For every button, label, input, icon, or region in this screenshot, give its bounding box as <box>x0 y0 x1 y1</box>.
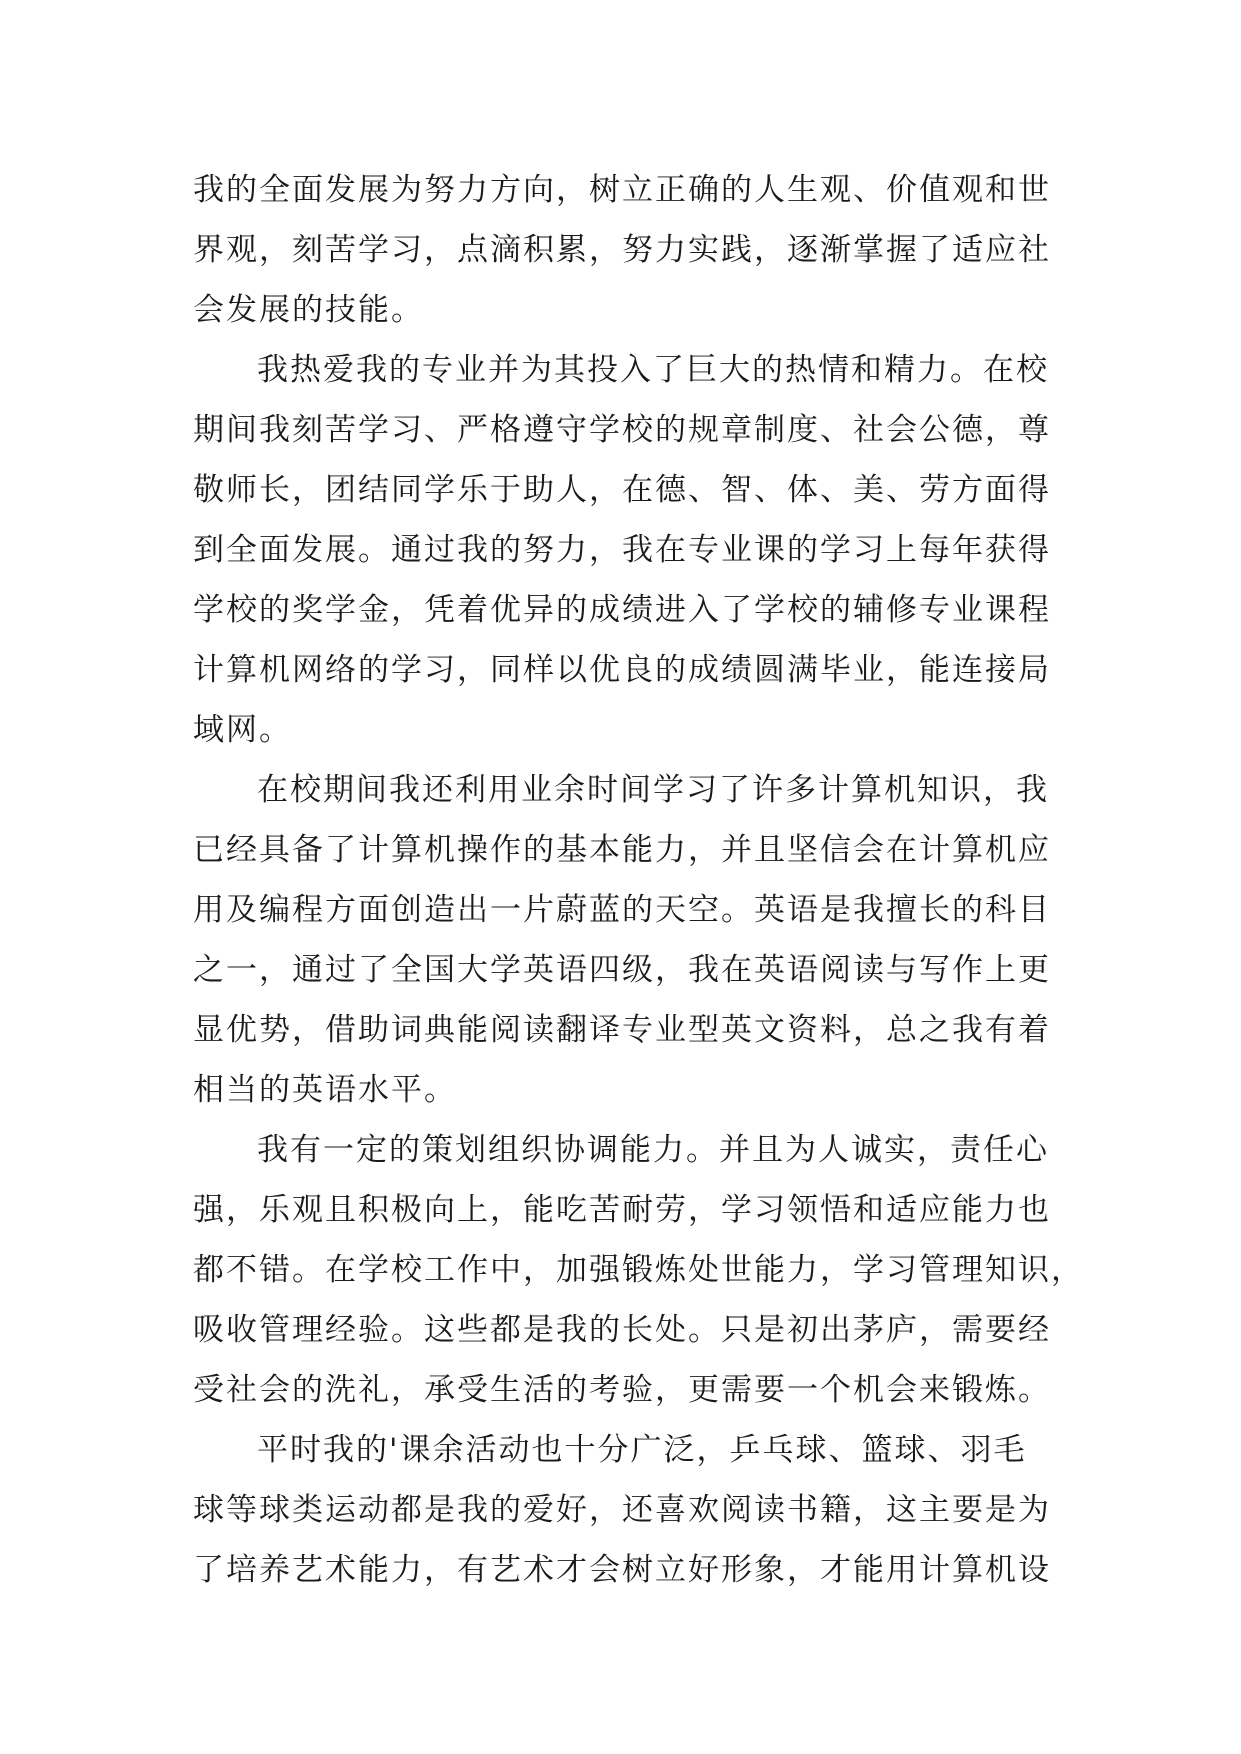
text-line: 已经具备了计算机操作的基本能力，并且坚信会在计算机应 <box>193 832 1051 868</box>
text-line: 相当的英语水平。 <box>193 1072 457 1108</box>
text-line: 我有一定的策划组织协调能力。并且为人诚实，责任心 <box>257 1132 1049 1168</box>
text-line: 了培养艺术能力，有艺术才会树立好形象，才能用计算机设 <box>193 1552 1051 1588</box>
text-line: 都不错。在学校工作中，加强锻炼处世能力，学习管理知识， <box>193 1252 1084 1288</box>
text-line: 用及编程方面创造出一片蔚蓝的天空。英语是我擅长的科目 <box>193 892 1051 928</box>
text-line: 域网。 <box>193 712 292 748</box>
text-line: 期间我刻苦学习、严格遵守学校的规章制度、社会公德，尊 <box>193 412 1051 448</box>
paragraph-3 <box>193 760 1053 1120</box>
text-line: 受社会的洗礼，承受生活的考验，更需要一个机会来锻炼。 <box>193 1372 1051 1408</box>
text-line: 在校期间我还利用业余时间学习了许多计算机知识，我 <box>257 772 1049 808</box>
document-body <box>193 160 1084 1600</box>
text-line: 我的全面发展为努力方向，树立正确的人生观、价值观和世 <box>193 172 1051 208</box>
paragraph-1 <box>193 160 1053 340</box>
text-line: 敬师长，团结同学乐于助人，在德、智、体、美、劳方面得 <box>193 472 1051 508</box>
text-line: 学校的奖学金，凭着优异的成绩进入了学校的辅修专业课程 <box>193 592 1051 628</box>
text-line: 我热爱我的专业并为其投入了巨大的热情和精力。在校 <box>257 352 1049 388</box>
text-line: 到全面发展。通过我的努力，我在专业课的学习上每年获得 <box>193 532 1051 568</box>
paragraph-2 <box>193 340 1053 760</box>
text-line: 计算机网络的学习，同样以优良的成绩圆满毕业，能连接局 <box>193 652 1051 688</box>
text-line: 平时我的'课余活动也十分广泛，乒乓球、篮球、羽毛 <box>257 1432 1027 1468</box>
text-line: 显优势，借助词典能阅读翻译专业型英文资料，总之我有着 <box>193 1012 1051 1048</box>
paragraph-5 <box>193 1420 1053 1600</box>
text-line: 之一，通过了全国大学英语四级，我在英语阅读与写作上更 <box>193 952 1051 988</box>
text-line: 吸收管理经验。这些都是我的长处。只是初出茅庐，需要经 <box>193 1312 1051 1348</box>
text-line: 球等球类运动都是我的爱好，还喜欢阅读书籍，这主要是为 <box>193 1492 1051 1528</box>
text-line: 强，乐观且积极向上，能吃苦耐劳，学习领悟和适应能力也 <box>193 1192 1051 1228</box>
text-line: 会发展的技能。 <box>193 292 424 328</box>
text-line: 界观，刻苦学习，点滴积累，努力实践，逐渐掌握了适应社 <box>193 232 1051 268</box>
paragraph-4 <box>193 1120 1084 1420</box>
